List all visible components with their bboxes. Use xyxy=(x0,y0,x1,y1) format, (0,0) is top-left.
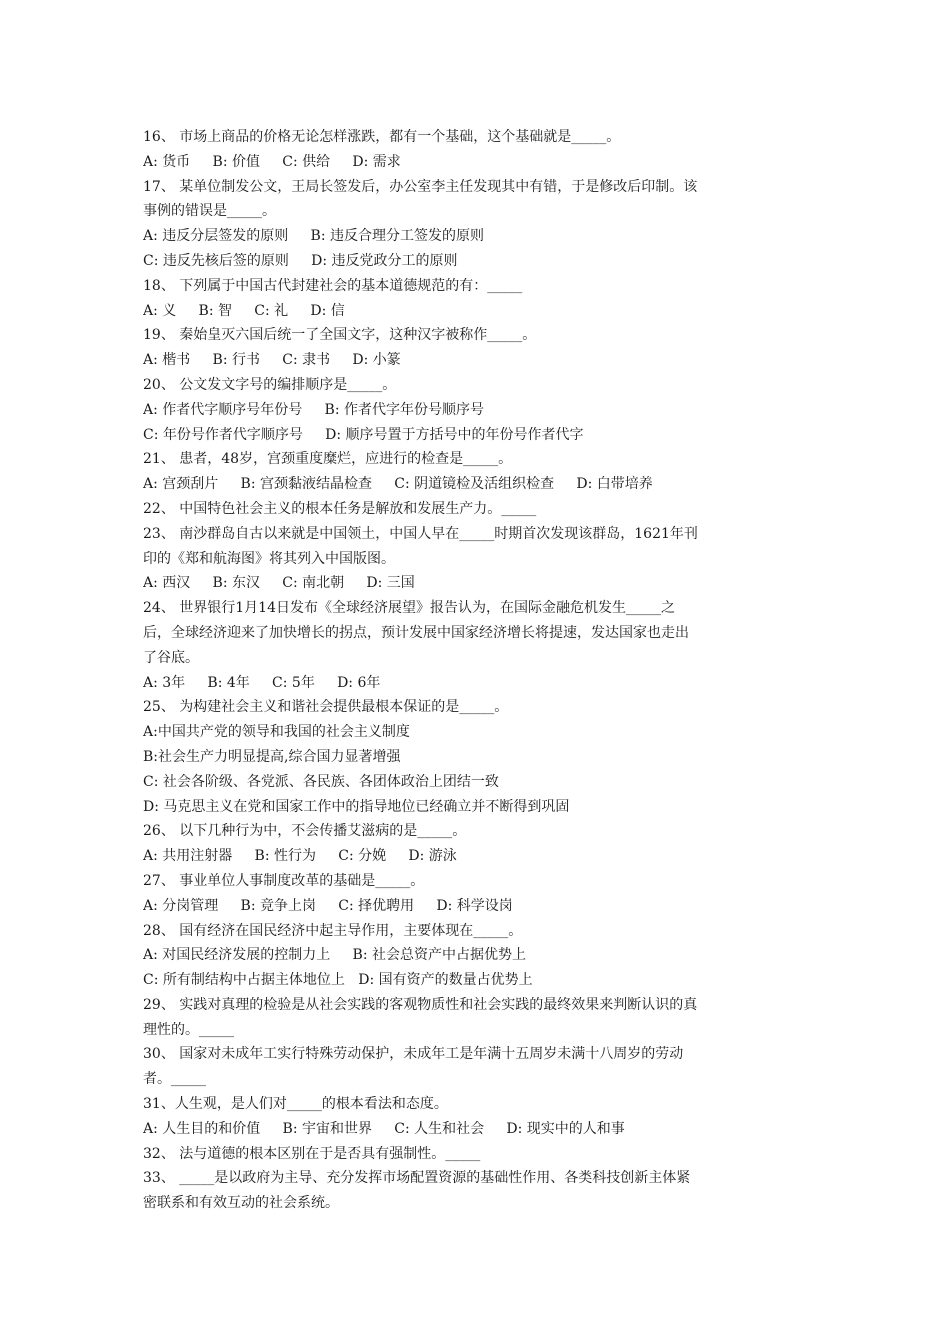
question-17-text-cont: 事例的错误是_____。 xyxy=(143,203,276,220)
question-31-text: 31、人生观，是人们对_____的根本看法和态度。 xyxy=(143,1096,448,1113)
question-19-options: A: 楷书 B: 行书 C: 隶书 D: 小篆 xyxy=(143,352,401,369)
document-body xyxy=(143,125,813,1216)
question-18-options: A: 义 B: 智 C: 礼 D: 信 xyxy=(143,302,345,319)
question-17-options-cd: C: 违反先核后签的原则 D: 违反党政分工的原则 xyxy=(143,252,458,269)
question-31-options: A: 人生目的和价值 B: 宇宙和世界 C: 人生和社会 D: 现实中的人和事 xyxy=(143,1120,625,1137)
question-33-text-cont: 密联系和有效互动的社会系统。 xyxy=(143,1195,339,1212)
question-25-option-d: D: 马克思主义在党和国家工作中的指导地位已经确立并不断得到巩固 xyxy=(143,798,570,815)
question-23-options: A: 西汉 B: 东汉 C: 南北朝 D: 三国 xyxy=(143,575,415,592)
question-20-options-ab: A: 作者代字顺序号年份号 B: 作者代字年份号顺序号 xyxy=(143,401,484,418)
question-20-text: 20、 公文发文字号的编排顺序是_____。 xyxy=(143,376,397,393)
question-33-text: 33、 _____是以政府为主导、充分发挥市场配置资源的基础性作用、各类科技创新主体紧 xyxy=(143,1170,691,1187)
question-21-text: 21、 患者，48岁，宫颈重度糜烂，应进行的检查是_____。 xyxy=(143,451,513,468)
question-28-options-ab: A: 对国民经济发展的控制力上 B: 社会总资产中占据优势上 xyxy=(143,947,526,964)
question-30-text-cont: 者。_____ xyxy=(143,1071,206,1088)
question-26-text: 26、 以下几种行为中，不会传播艾滋病的是_____。 xyxy=(143,823,467,840)
question-17-options-ab: A: 违反分层签发的原则 B: 违反合理分工签发的原则 xyxy=(143,228,484,245)
question-24-text-cont2: 了谷底。 xyxy=(143,649,199,666)
question-25-option-a: A:中国共产党的领导和我国的社会主义制度 xyxy=(143,724,410,741)
question-21-options: A: 宫颈刮片 B: 宫颈黏液结晶检查 C: 阴道镜检及活组织检查 D: 白带培养 xyxy=(143,476,653,493)
question-29-text-cont: 理性的。_____ xyxy=(143,1021,234,1038)
question-28-options-cd: C: 所有制结构中占据主体地位上 D: 国有资产的数量占优势上 xyxy=(143,972,533,989)
question-16-text: 16、 市场上商品的价格无论怎样涨跌，都有一个基础，这个基础就是_____。 xyxy=(143,129,621,145)
question-24-options: A: 3年 B: 4年 C: 5年 D: 6年 xyxy=(143,674,381,691)
question-24-text: 24、 世界银行1月14日发布《全球经济展望》报告认为，在国际金融危机发生_____之 xyxy=(143,600,675,617)
question-16-options: A: 货币 B: 价值 C: 供给 D: 需求 xyxy=(143,153,401,170)
question-30-text: 30、 国家对未成年工实行特殊劳动保护，未成年工是年满十五周岁未满十八周岁的劳动 xyxy=(143,1046,684,1063)
question-19-text: 19、 秦始皇灭六国后统一了全国文字，这种汉字被称作_____。 xyxy=(143,327,537,344)
question-24-text-cont: 后，全球经济迎来了加快增长的拐点，预计发展中国家经济增长将提速，发达国家也走出 xyxy=(143,624,689,641)
question-28-text: 28、 国有经济在国民经济中起主导作用，主要体现在_____。 xyxy=(143,922,523,939)
question-23-text: 23、 南沙群岛自古以来就是中国领土，中国人早在_____时期首次发现该群岛，1621年刊 xyxy=(143,525,698,542)
question-27-options: A: 分岗管理 B: 竞争上岗 C: 择优聘用 D: 科学设岗 xyxy=(143,897,513,914)
question-18-text: 18、 下列属于中国古代封建社会的基本道德规范的有：_____ xyxy=(143,277,523,294)
question-27-text: 27、 事业单位人事制度改革的基础是_____。 xyxy=(143,872,425,889)
question-25-option-c: C: 社会各阶级、各党派、各民族、各团体政治上团结一致 xyxy=(143,773,499,790)
question-20-options-cd: C: 年份号作者代字顺序号 D: 顺序号置于方括号中的年份号作者代字 xyxy=(143,426,584,443)
question-22-text: 22、 中国特色社会主义的根本任务是解放和发展生产力。_____ xyxy=(143,500,537,517)
question-26-options: A: 共用注射器 B: 性行为 C: 分娩 D: 游泳 xyxy=(143,848,457,865)
question-29-text: 29、 实践对真理的检验是从社会实践的客观物质性和社会实践的最终效果来判断认识的真 xyxy=(143,996,698,1013)
question-25-text: 25、 为构建社会主义和谐社会提供最根本保证的是_____。 xyxy=(143,699,509,716)
question-23-text-cont: 印的《郑和航海图》将其列入中国版图。 xyxy=(143,550,395,567)
question-17-text: 17、 某单位制发公文，王局长签发后，办公室李主任发现其中有错，于是修改后印制。该 xyxy=(143,178,698,195)
question-32-text: 32、 法与道德的根本区别在于是否具有强制性。_____ xyxy=(143,1145,481,1162)
question-25-option-b: B:社会生产力明显提高,综合国力显著增强 xyxy=(143,748,401,765)
